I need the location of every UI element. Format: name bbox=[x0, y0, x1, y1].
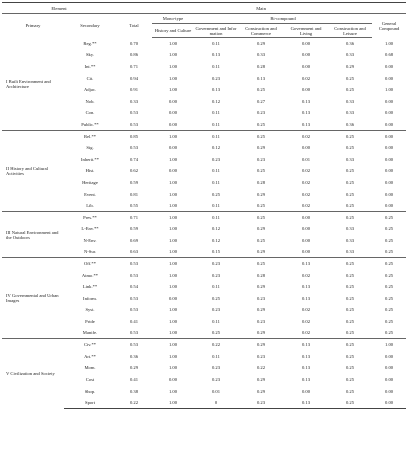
value-cell: 0.59 bbox=[129, 179, 139, 185]
value-cell: 0.29 bbox=[256, 191, 266, 197]
value-cell: 1.00 bbox=[152, 258, 194, 270]
value-cell: 0.53 bbox=[129, 330, 139, 336]
value-cell: 0.85 bbox=[116, 130, 152, 142]
value-cell: 0.00 bbox=[385, 145, 394, 151]
secondary-element-cell: Event. bbox=[84, 191, 96, 197]
value-cell: 0.25 bbox=[385, 330, 394, 336]
value-cell: 0.33 bbox=[345, 226, 355, 232]
value-cell: 0.29 bbox=[256, 330, 266, 336]
value-cell: 0.25 bbox=[345, 202, 355, 208]
value-cell: 1.00 bbox=[168, 249, 178, 255]
value-cell: 0.11 bbox=[212, 284, 220, 290]
secondary-element-cell: N-Env. bbox=[83, 237, 97, 243]
value-cell: 0.29 bbox=[256, 377, 266, 383]
value-cell: 0.23 bbox=[211, 156, 221, 162]
value-cell: 0.00 bbox=[301, 41, 311, 47]
value-cell: 0.12 bbox=[211, 145, 221, 151]
value-cell: 1.00 bbox=[168, 307, 178, 313]
value-cell: 1.00 bbox=[372, 339, 406, 351]
value-cell: 0.29 bbox=[256, 284, 266, 290]
value-cell: 0.23 bbox=[256, 319, 266, 325]
value-cell: 0.25 bbox=[256, 168, 266, 174]
secondary-element-cell: Public.** bbox=[81, 121, 99, 127]
value-cell: 1.00 bbox=[168, 156, 178, 162]
value-cell: 0.53 bbox=[129, 121, 139, 127]
value-cell: 1.00 bbox=[168, 237, 178, 243]
value-cell: 0.25 bbox=[345, 307, 355, 313]
value-cell: 0.00 bbox=[385, 179, 394, 185]
header-col-construction-leisure: Construction and Leisure bbox=[328, 24, 372, 38]
value-cell: 0.55 bbox=[129, 202, 139, 208]
value-cell: 0.33 bbox=[345, 237, 355, 243]
value-cell: 0.53 bbox=[116, 258, 152, 270]
value-cell: 0.25 bbox=[328, 211, 372, 223]
value-cell: 0.11 bbox=[212, 202, 220, 208]
value-cell: 0.02 bbox=[301, 168, 311, 174]
value-cell: 0.25 bbox=[385, 284, 394, 290]
value-cell: 0.02 bbox=[301, 191, 311, 197]
value-cell: 0.23 bbox=[256, 110, 266, 116]
value-cell: 0.33 bbox=[345, 156, 355, 162]
value-cell: 0.00 bbox=[385, 202, 394, 208]
value-cell: 1.00 bbox=[168, 365, 178, 371]
secondary-element-cell: Sky. bbox=[86, 52, 94, 58]
secondary-element-cell: Shop. bbox=[84, 388, 96, 394]
value-cell: 0.53 bbox=[129, 110, 139, 116]
value-cell: 0.00 bbox=[385, 98, 394, 104]
value-cell: 0.36 bbox=[345, 121, 355, 127]
value-cell: 0.25 bbox=[345, 353, 355, 359]
value-cell: 0.00 bbox=[385, 377, 394, 383]
value-cell: 0.62 bbox=[129, 168, 139, 174]
value-cell: 0.25 bbox=[345, 388, 355, 394]
value-cell: 0.29 bbox=[256, 307, 266, 313]
value-cell: 0.25 bbox=[345, 75, 355, 81]
value-cell: 0.11 bbox=[212, 41, 220, 47]
value-cell: 0.25 bbox=[238, 130, 284, 142]
value-cell: 0.02 bbox=[301, 330, 311, 336]
value-cell: 0.33 bbox=[345, 110, 355, 116]
value-cell: 1.00 bbox=[168, 52, 178, 58]
secondary-element-cell: Mom. bbox=[84, 365, 96, 371]
value-cell: 1.00 bbox=[168, 191, 178, 197]
value-cell: 0.94 bbox=[129, 75, 139, 81]
secondary-element-cell: Hist. bbox=[85, 168, 95, 174]
value-cell: 0.25 bbox=[345, 284, 355, 290]
value-cell: 0.71 bbox=[116, 211, 152, 223]
value-cell: 0.00 bbox=[301, 63, 311, 69]
value-cell: 0.01 bbox=[211, 388, 221, 394]
value-cell: 1.00 bbox=[385, 40, 394, 46]
value-cell: 0.12 bbox=[211, 226, 221, 232]
value-cell: 0.00 bbox=[168, 377, 178, 383]
value-cell: 0.11 bbox=[212, 179, 220, 185]
value-cell: 0.25 bbox=[238, 211, 284, 223]
value-cell: 0.23 bbox=[256, 295, 266, 301]
value-cell: 0.13 bbox=[301, 365, 311, 371]
value-cell: 0.01 bbox=[301, 156, 311, 162]
secondary-element-cell: Civ.** bbox=[64, 339, 116, 351]
primary-element-label: I Built Environment and Architecture bbox=[6, 78, 51, 89]
value-cell: 0.00 bbox=[385, 365, 394, 371]
value-cell: 1.00 bbox=[385, 87, 394, 93]
value-cell: 1.00 bbox=[168, 226, 178, 232]
value-cell: 0.00 bbox=[168, 295, 178, 301]
value-cell: 0.29 bbox=[256, 145, 266, 151]
value-cell: 0.13 bbox=[256, 75, 266, 81]
header-col-construction-commerce: Construction and Commerce bbox=[238, 24, 284, 38]
value-cell: 0.28 bbox=[256, 272, 266, 278]
value-cell: 0.13 bbox=[211, 87, 221, 93]
value-cell: 0.00 bbox=[284, 211, 328, 223]
header-bi-compound: Bi-compound bbox=[194, 14, 372, 24]
value-cell: 0.02 bbox=[301, 75, 311, 81]
value-cell: 0.36 bbox=[129, 353, 139, 359]
value-cell: 0.33 bbox=[129, 98, 139, 104]
value-cell: 0.25 bbox=[256, 121, 266, 127]
secondary-element-cell: Heritage bbox=[82, 179, 98, 185]
value-cell: 0.00 bbox=[168, 110, 178, 116]
value-cell: 1.00 bbox=[152, 339, 194, 351]
header-element: Element bbox=[2, 3, 116, 14]
value-cell: 0.00 bbox=[301, 52, 311, 58]
value-cell: 0.29 bbox=[256, 249, 266, 255]
value-cell: 1.00 bbox=[168, 41, 178, 47]
secondary-element-cell: Int.** bbox=[84, 63, 96, 69]
header-primary: Primary bbox=[25, 23, 41, 29]
value-cell: 0.23 bbox=[211, 75, 221, 81]
value-cell: 0.29 bbox=[256, 388, 266, 394]
secondary-element-cell: N-Sur. bbox=[83, 249, 97, 255]
primary-element-label: III Natural Environment and the Outdoors bbox=[2, 211, 64, 257]
secondary-element-cell: Sig. bbox=[86, 145, 94, 151]
value-cell: 0.13 bbox=[301, 353, 311, 359]
secondary-element-cell: Syst. bbox=[85, 307, 95, 313]
value-cell: 0.41 bbox=[129, 319, 139, 325]
value-cell: 0.25 bbox=[385, 226, 394, 232]
value-cell: 0.25 bbox=[256, 237, 266, 243]
value-cell: 0.23 bbox=[211, 377, 221, 383]
secondary-element-cell: Adjac. bbox=[83, 87, 97, 93]
value-cell: 0.15 bbox=[211, 249, 221, 255]
secondary-element-cell: Pres.** bbox=[64, 211, 116, 223]
header-secondary: Secondary bbox=[80, 23, 100, 29]
secondary-element-cell: Art.** bbox=[84, 353, 96, 359]
secondary-element-cell: Link.** bbox=[82, 284, 98, 290]
value-cell: 0.33 bbox=[256, 52, 266, 58]
value-cell: 0.53 bbox=[129, 307, 139, 313]
value-cell: 1.00 bbox=[168, 330, 178, 336]
value-cell: 0.22 bbox=[194, 339, 238, 351]
value-cell: 0.23 bbox=[256, 353, 266, 359]
value-cell: 0.81 bbox=[129, 191, 139, 197]
results-table bbox=[2, 2, 406, 409]
value-cell: 0.25 bbox=[385, 249, 394, 255]
header-col-gov-info: Government and Infor mation bbox=[195, 25, 237, 36]
header-general-compound: General Compound bbox=[378, 20, 400, 31]
value-cell: 0.00 bbox=[301, 226, 311, 232]
value-cell: 0.11 bbox=[212, 63, 220, 69]
value-cell: 1.00 bbox=[168, 202, 178, 208]
value-cell: 0.25 bbox=[328, 258, 372, 270]
table-header bbox=[2, 3, 406, 38]
value-cell: 0.29 bbox=[238, 339, 284, 351]
value-cell: 1.00 bbox=[168, 353, 178, 359]
value-cell: 1.00 bbox=[168, 87, 178, 93]
value-cell: 0.25 bbox=[256, 87, 266, 93]
value-cell: 0.33 bbox=[345, 52, 355, 58]
value-cell: 0.00 bbox=[168, 168, 178, 174]
value-cell: 0.23 bbox=[256, 156, 266, 162]
secondary-element-cell: Atmo.** bbox=[81, 272, 99, 278]
value-cell: 0.13 bbox=[284, 339, 328, 351]
value-cell: 0.25 bbox=[211, 295, 221, 301]
value-cell: 0.02 bbox=[301, 319, 311, 325]
value-cell: 0.13 bbox=[284, 397, 328, 409]
secondary-element-cell: Nob. bbox=[85, 98, 95, 104]
value-cell: 0.00 bbox=[301, 237, 311, 243]
value-cell: 0.33 bbox=[345, 98, 355, 104]
value-cell: 1.00 bbox=[168, 284, 178, 290]
secondary-element-cell: Inherit.** bbox=[81, 156, 99, 162]
value-cell: 0.13 bbox=[301, 98, 311, 104]
value-cell: 0.00 bbox=[301, 87, 311, 93]
value-cell: 0.11 bbox=[212, 110, 220, 116]
value-cell: 0.29 bbox=[256, 226, 266, 232]
value-cell: 0.25 bbox=[372, 258, 406, 270]
table-body bbox=[2, 38, 406, 409]
value-cell: 0.25 bbox=[385, 272, 394, 278]
value-cell: 0.23 bbox=[211, 307, 221, 313]
value-cell: 0.63 bbox=[129, 249, 139, 255]
value-cell: 0.02 bbox=[301, 307, 311, 313]
header-total: Total bbox=[129, 23, 139, 29]
value-cell: 0.25 bbox=[345, 330, 355, 336]
value-cell: 0.00 bbox=[385, 353, 394, 359]
value-cell: 0.11 bbox=[194, 211, 238, 223]
value-cell: 0.00 bbox=[301, 388, 311, 394]
value-cell: 0.25 bbox=[345, 145, 355, 151]
header-col-history: History and Culture bbox=[152, 24, 194, 38]
value-cell: 0.00 bbox=[385, 156, 394, 162]
secondary-element-cell: Con. bbox=[85, 110, 95, 116]
table-row bbox=[2, 130, 406, 142]
value-cell: 0.23 bbox=[211, 365, 221, 371]
value-cell: 0.13 bbox=[301, 284, 311, 290]
value-cell: 0.00 bbox=[372, 397, 406, 409]
value-cell: 0.25 bbox=[385, 237, 394, 243]
value-cell: 0.23 bbox=[211, 272, 221, 278]
value-cell: 0.11 bbox=[194, 130, 238, 142]
value-cell: 0.12 bbox=[211, 237, 221, 243]
value-cell: 0.25 bbox=[345, 377, 355, 383]
value-cell: 0.02 bbox=[284, 130, 328, 142]
value-cell: 1.00 bbox=[152, 211, 194, 223]
value-cell: 0.00 bbox=[385, 63, 394, 69]
value-cell: 0.33 bbox=[345, 249, 355, 255]
secondary-element-cell: L-Env.** bbox=[81, 226, 99, 232]
header-main: Main bbox=[116, 3, 406, 14]
table-row bbox=[2, 258, 406, 270]
value-cell: 0.25 bbox=[385, 319, 394, 325]
value-cell: 0.70 bbox=[129, 40, 139, 46]
header-mono-type: Mono-type bbox=[152, 14, 194, 24]
value-cell: 0.74 bbox=[129, 156, 139, 162]
value-cell: 0.00 bbox=[168, 145, 178, 151]
value-cell: 0.00 bbox=[168, 98, 178, 104]
value-cell: 0.28 bbox=[256, 63, 266, 69]
value-cell: 0.25 bbox=[345, 191, 355, 197]
value-cell: 0.25 bbox=[345, 272, 355, 278]
value-cell: 0.11 bbox=[212, 353, 220, 359]
value-cell: 1.00 bbox=[168, 272, 178, 278]
value-cell: 0.36 bbox=[345, 41, 355, 47]
value-cell: 1.00 bbox=[168, 319, 178, 325]
value-cell: 0.12 bbox=[211, 98, 221, 104]
table-row bbox=[2, 38, 406, 50]
value-cell: 0.69 bbox=[129, 237, 139, 243]
value-cell: 0.25 bbox=[345, 319, 355, 325]
value-cell: 0.23 bbox=[238, 397, 284, 409]
value-cell: 0.53 bbox=[116, 339, 152, 351]
value-cell: 0.25 bbox=[345, 87, 355, 93]
value-cell: 0.11 bbox=[212, 319, 220, 325]
value-cell: 0.25 bbox=[211, 330, 221, 336]
secondary-element-cell: Manife. bbox=[82, 330, 98, 336]
value-cell: 0.53 bbox=[129, 272, 139, 278]
table-row bbox=[2, 339, 406, 351]
value-cell: 1.00 bbox=[152, 130, 194, 142]
value-cell: 0.53 bbox=[129, 295, 139, 301]
secondary-element-cell: Lib. bbox=[86, 202, 94, 208]
value-cell: 0.91 bbox=[129, 87, 139, 93]
value-cell: 0.25 bbox=[256, 202, 266, 208]
value-cell: 0.00 bbox=[168, 121, 178, 127]
value-cell: 0.38 bbox=[129, 388, 139, 394]
value-cell: 0.13 bbox=[284, 258, 328, 270]
value-cell: 0.13 bbox=[301, 377, 311, 383]
value-cell: 0.71 bbox=[129, 63, 139, 69]
secondary-element-cell: Pride bbox=[85, 319, 95, 325]
value-cell: 0.25 bbox=[385, 307, 394, 313]
value-cell: 0.00 bbox=[385, 191, 394, 197]
value-cell: 0.00 bbox=[301, 249, 311, 255]
value-cell: 0.53 bbox=[129, 145, 139, 151]
value-cell: 0.11 bbox=[212, 121, 220, 127]
value-cell: 0.00 bbox=[385, 388, 394, 394]
value-cell: 0.54 bbox=[129, 284, 139, 290]
value-cell: 0.29 bbox=[256, 41, 266, 47]
value-cell: 0.02 bbox=[301, 272, 311, 278]
value-cell: 0.41 bbox=[129, 377, 139, 383]
value-cell: 0.25 bbox=[328, 130, 372, 142]
value-cell: 1.00 bbox=[168, 179, 178, 185]
primary-element-label: II History and Cultural Activities bbox=[2, 130, 64, 211]
value-cell: 1.00 bbox=[168, 63, 178, 69]
value-cell: 0.25 bbox=[328, 397, 372, 409]
value-cell: 1.00 bbox=[152, 397, 194, 409]
secondary-element-cell: Reg.** bbox=[83, 40, 97, 46]
secondary-element-cell: Rel.** bbox=[64, 130, 116, 142]
value-cell: 0.13 bbox=[301, 295, 311, 301]
header-col-gov-living: Government and Living bbox=[284, 24, 328, 38]
value-cell: 0.27 bbox=[256, 98, 266, 104]
table-row bbox=[2, 211, 406, 223]
value-cell: 0.25 bbox=[345, 295, 355, 301]
value-cell: 0 bbox=[194, 397, 238, 409]
value-cell: 0.13 bbox=[211, 52, 221, 58]
value-cell: 0.25 bbox=[345, 179, 355, 185]
value-cell: 0.13 bbox=[301, 121, 311, 127]
secondary-element-cell: Inform. bbox=[83, 295, 97, 301]
value-cell: 1.00 bbox=[168, 75, 178, 81]
primary-element-label: IV Governmental and Urban Images bbox=[2, 258, 64, 339]
value-cell: 0.00 bbox=[301, 145, 311, 151]
secondary-element-cell: Cost bbox=[85, 377, 95, 383]
value-cell: 0.25 bbox=[385, 295, 394, 301]
secondary-element-cell: Cit. bbox=[86, 75, 94, 81]
value-cell: 0.02 bbox=[301, 202, 311, 208]
value-cell: 0.25 bbox=[345, 365, 355, 371]
value-cell: 0.29 bbox=[345, 63, 355, 69]
value-cell: 0.25 bbox=[238, 258, 284, 270]
value-cell: 0.00 bbox=[385, 121, 394, 127]
value-cell: 0.28 bbox=[256, 179, 266, 185]
value-cell: 0.59 bbox=[129, 226, 139, 232]
value-cell: 0.02 bbox=[301, 179, 311, 185]
value-cell: 0.00 bbox=[385, 110, 394, 116]
value-cell: 0.22 bbox=[256, 365, 266, 371]
value-cell: 0.25 bbox=[328, 339, 372, 351]
value-cell: 0.22 bbox=[116, 397, 152, 409]
secondary-element-cell: Sport bbox=[64, 397, 116, 409]
value-cell: 0.00 bbox=[385, 168, 394, 174]
value-cell: 0.25 bbox=[372, 211, 406, 223]
value-cell: 0.00 bbox=[372, 130, 406, 142]
value-cell: 0.86 bbox=[129, 52, 139, 58]
primary-element-label: V Civilization and Society bbox=[2, 339, 64, 409]
value-cell: 0.13 bbox=[301, 110, 311, 116]
value-cell: 0.68 bbox=[385, 52, 394, 58]
value-cell: 0.25 bbox=[345, 168, 355, 174]
value-cell: 0.23 bbox=[194, 258, 238, 270]
value-cell: 0.00 bbox=[385, 75, 394, 81]
value-cell: 0.11 bbox=[212, 168, 220, 174]
value-cell: 1.00 bbox=[168, 388, 178, 394]
secondary-element-cell: Off.** bbox=[64, 258, 116, 270]
value-cell: 0.29 bbox=[129, 365, 139, 371]
value-cell: 0.25 bbox=[211, 191, 221, 197]
